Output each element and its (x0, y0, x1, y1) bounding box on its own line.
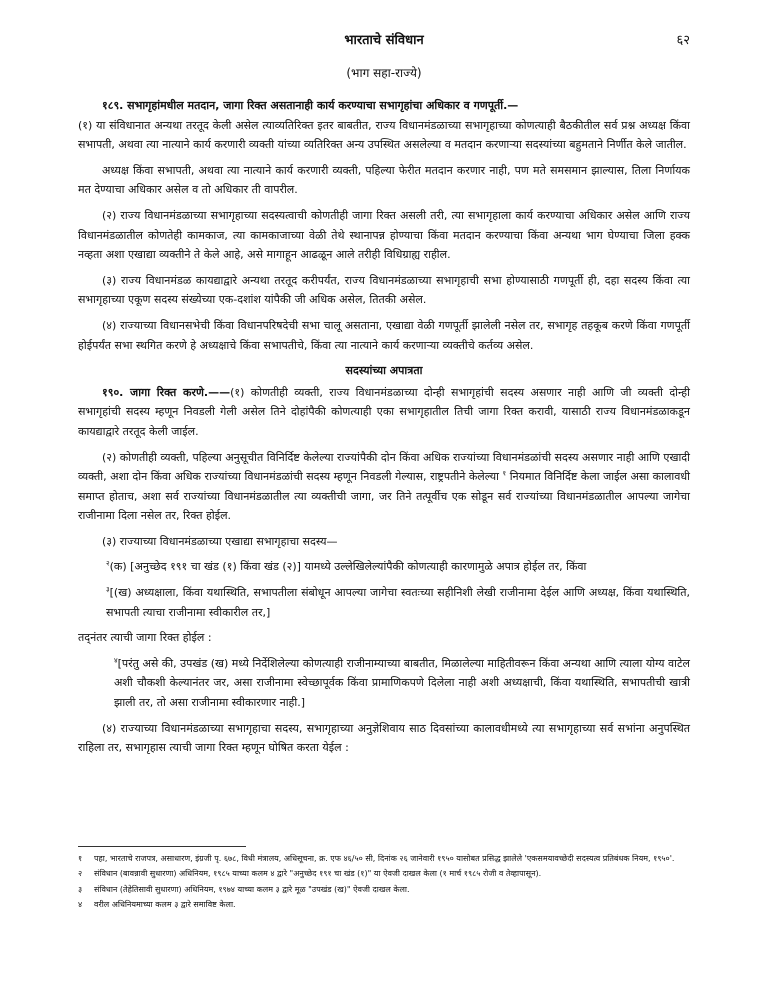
article-189-clause-1: (१) या संविधानात अन्यथा तरतूद केली असेल त्याव्यतिरिक्त इतर बाबतीत, राज्य विधानमंडळाच्या सभागृहाच्या कोणत्याही बैठकीतील सर्व प्रश्न अध्यक्ष किंवा सभापती, अथवा त्या नात्याने कार्य करणारी व्यक्ती यांच्या व्यतिरिक्त अन्य उपस्थित असलेल्या व मतदान करणाऱ्या सदस्यांच्या बहुमताने निर्णीत केले जातील. (78, 118, 690, 152)
footnote-mark: २ (78, 869, 83, 879)
article-190-clause-2-b: नियमात विनिर्दिष्ट केला जाईल असा कालावधी समाप्त होताच, अशा सर्व राज्यांच्या विधानमंडळातील त्या व्यक्तीची जागा, जर तिने तत्पूर्वीच एक सोडून सर्व राज्यांच्या विधानमंडळातील आपल्या जागेचा राजीनामा दिला नसेल तर, रिक्त होईल. (78, 470, 691, 523)
page-subtitle: (भाग सहा-राज्ये) (346, 66, 422, 80)
footnote-ref-2: २ (106, 559, 110, 568)
article-189-clause-3: (३) राज्य विधानमंडळ कायद्याद्वारे अन्यथा तरतूद करीपर्यंत, राज्य विधानमंडळाच्या सभागृहाची सभा होण्यासाठी गणपूर्ती ही, दहा सदस्य किंवा त्या सभागृहाच्या एकूण सदस्य संख्येच्या एक-दशांश यांपैकी जी अधिक असेल, तितकी असेल. (78, 273, 690, 307)
article-189-heading: १८९. सभागृहांमधील मतदान, जागा रिक्त असतानाही कार्य करण्याचा सभागृहांचा अधिकार व गणपूर्ती.— (102, 99, 519, 112)
footnote-text: वरील अधिनियमाच्या कलम ३ द्वारे समाविष्ट केला. (94, 900, 236, 910)
page-number: ६२ (676, 33, 690, 48)
footnotes (78, 852, 690, 914)
article-189-clause-1b: अध्यक्ष किंवा सभापती, अथवा त्या नात्याने कार्य करणारी व्यक्ती, पहिल्या फेरीत मतदान करणार नाही, पण मते समसमान झाल्यास, तिला निर्णायक मत देण्याचा अधिकार असेल व तो अधिकार ती वापरील. (78, 163, 690, 197)
article-190-clause-2 (78, 448, 690, 526)
document-body (78, 96, 690, 764)
article-190-proviso-text: [परंतु असे की, उपखंड (ख) मध्ये निर्देशिलेल्या कोणत्याही राजीनाम्याच्या बाबतीत, मिळालेल्या माहितीवरून किंवा अन्यथा आणि त्याला योग्य वाटेल अशी चौकशी केल्यानंतर जर, असा राजीनामा स्वेच्छापूर्वक किंवा प्रामाणिकपणे दिलेला नाही अशी अध्यक्षाची, किंवा यथास्थिति, सभापतीची खात्री झाली तर, तो असा राजीनामा स्वीकारणार नाही.] (114, 656, 691, 710)
article-190-clause-3: (३) राज्याच्या विधानमंडळाच्या एखाद्या सभागृहाचा सदस्य— (102, 534, 338, 548)
article-190-clause-3-kha (78, 583, 690, 622)
article-190-clause-3-kha-text: [(ख) अध्यक्षाला, किंवा यथास्थिति, सभापतीला संबोधून आपल्या जागेचा स्वतःच्या सहीनिशी लेखी राजीनामा देईल आणि अध्यक्ष, किंवा यथास्थिति, सभापती त्याचा राजीनामा स्वीकारील तर,] (106, 586, 690, 619)
article-190-clause-3-ka-text: (क) [अनुच्छेद १९१ चा खंड (१) किंवा खंड (२)] यामध्ये उल्लेखिलेल्यांपैकी कोणत्याही कारणामुळे अपात्र होईल तर, किंवा (109, 560, 587, 574)
footnote-text: संविधान (तेहेतिसावी सुधारणा) अधिनियम, १९७४ याच्या कलम ३ द्वारे मूळ "उपखंड (ख)" ऐवजी दाखल केला. (94, 884, 410, 894)
article-190-clause-1 (78, 383, 690, 442)
footnote-ref-1: १ (502, 469, 507, 478)
page-title: भारताचे संविधान (344, 33, 424, 48)
footnote-divider (78, 846, 246, 847)
footnote-ref-3: ३ (106, 585, 110, 594)
footnote-item (78, 852, 690, 865)
article-190-clause-3-then: तद्नंतर त्याची जागा रिक्त होईल : (78, 631, 212, 645)
footnote-mark: १ (78, 854, 83, 863)
article-190-clause-4: (४) राज्याच्या विधानमंडळाच्या सभागृहाचा सदस्य, सभागृहाच्या अनुज्ञेशिवाय साठ दिवसांच्या कालावधीमध्ये त्या सभागृहाच्या सर्व सभांना अनुपस्थित राहिला तर, सभागृहास त्याची जागा रिक्त म्हणून घोषित करता येईल : (78, 721, 690, 755)
article-189-clause-2: (२) राज्य विधानमंडळाच्या सभागृहाच्या सदस्यत्वाची कोणतीही जागा रिक्त असली तरी, त्या सभागृहाला कार्य करण्याचा अधिकार असेल आणि राज्य विधानमंडळातील कोणतेही कामकाज, त्या कामकाजाच्या वेळी तेथे स्थानापन्न होण्याचा किंवा मतदान करण्याचा किंवा अन्यथा भाग घेण्याचा जिला हक्क नव्हता अशा एखाद्या व्यक्तीने ते केले आहे, असे मागाहून आढळून आले तरीही विधिग्राह्य राहील. (78, 208, 690, 262)
footnote-mark: ३ (78, 884, 83, 894)
article-189-clause-4: (४) राज्याच्या विधानसभेची किंवा विधानपरिषदेची सभा चालू असताना, एखाद्या वेळी गणपूर्ती झालेली नसेल तर, सभागृह तहकूब करणे किंवा गणपूर्ती होईपर्यंत सभा स्थगित करणे हे अध्यक्षाचे किंवा सभापतीचे, किंवा त्या नात्याने कार्य करणाऱ्या व्यक्तीचे कर्तव्य असेल. (78, 318, 690, 352)
footnote-text: पहा, भारताचे राजपत्र, असाधारण, इंग्रजी पृ. ६७८, विधी मंत्रालय, अधिसूचना, क्र. एफ ४६/५० सी, दिनांक २६ जानेवारी १९५० यासोबत प्रसिद्ध झालेले 'एकसमयावच्छेदी सदस्यत्व प्रतिबंधक नियम, १९५०'. (94, 854, 675, 863)
footnote-item (78, 867, 690, 880)
footnote-text: संविधान (बावन्नावी सुधारणा) अधिनियम, १९८५ याच्या कलम ४ द्वारे "अनुच्छेद १९१ चा खंड (१)" या ऐवजी दाखल केला (१ मार्च १९८५ रोजी व तेव्हापासून). (94, 869, 542, 879)
footnote-item (78, 898, 690, 911)
section-heading: सदस्यांच्या अपात्रता (345, 364, 423, 378)
article-190-proviso (78, 654, 690, 713)
article-190-clause-2-a: (२) कोणतीही व्यक्ती, पहिल्या अनुसूचीत विनिर्दिष्ट केलेल्या राज्यांपैकी दोन किंवा अधिक राज्यांच्या विधानमंडळांची सदस्य असणार नाही आणि एखादी व्यक्ती, अशा दोन किंवा अधिक राज्यांच्या विधानमंडळांची सदस्य म्हणून निवडली गेल्यास, राष्ट्रपतीने केलेल्या (78, 450, 690, 484)
footnote-ref-4: ४ (114, 656, 118, 665)
footnote-mark: ४ (78, 900, 83, 910)
article-190-clause-3-ka (78, 557, 690, 577)
article-190-clause-1-text: (१) कोणतीही व्यक्ती, राज्य विधानमंडळाच्या दोन्ही सभागृहांची सदस्य असणार नाही आणि जी व्यक्ती दोन्ही सभागृहांची सदस्य म्हणून निवडली गेली असेल तिने दोहांपैकी कोणत्याही एका सभागृहातील तिची जागा रिक्त करावी, यासाठी राज्य विधानमंडळाकडून कायद्याद्वारे तरतूद केली जाईल. (78, 385, 690, 438)
article-190-heading: १९०. जागा रिक्त करणे.—— (102, 385, 231, 399)
footnote-item (78, 883, 690, 896)
